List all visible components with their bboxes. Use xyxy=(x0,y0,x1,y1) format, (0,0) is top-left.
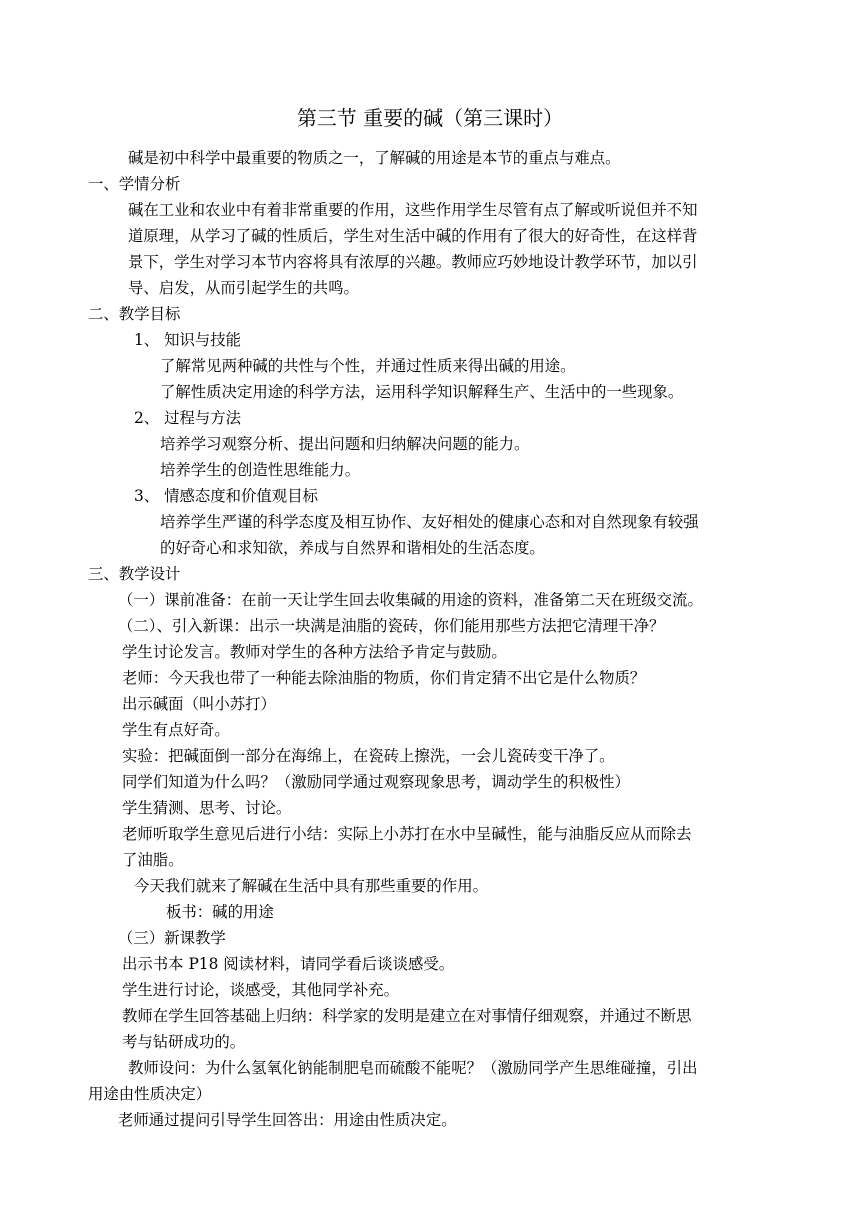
design-line: 老师：今天我也带了一种能去除油脂的物质，你们肯定猜不出它是什么物质？ xyxy=(122,669,646,687)
design-line: 考与钻研成功的。 xyxy=(122,1033,246,1051)
design-line: 了油脂。 xyxy=(122,851,184,869)
goal-line: 培养学生严谨的科学态度及相互协作、友好相处的健康心态和对自然现象有较强 xyxy=(160,513,699,531)
design-line: 出示碱面（叫小苏打） xyxy=(122,695,276,713)
design-line: 教师在学生回答基础上归纳：科学家的发明是建立在对事情仔细观察，并通过不断思 xyxy=(122,1007,692,1025)
design-line: 用途由性质决定） xyxy=(88,1085,212,1103)
design-line: （二）、引入新课：出示一块满是油脂的瓷砖，你们能用那些方法把它清理干净？ xyxy=(118,617,665,635)
section-heading-goals: 二、教学目标 xyxy=(88,305,181,323)
page-title: 第三节 重要的碱（第三课时） xyxy=(296,106,564,130)
goal-line: 了解常见两种碱的共性与个性，并通过性质来得出碱的用途。 xyxy=(160,357,576,375)
design-line: 今天我们就来了解碱在生活中具有那些重要的作用。 xyxy=(134,877,488,895)
goal-label-process: 2、 过程与方法 xyxy=(134,409,242,427)
design-line: 教师设问：为什么氢氧化钠能制肥皂而硫酸不能呢？（激励同学产生思维碰撞，引出 xyxy=(128,1059,698,1077)
section-heading-analysis: 一、学情分析 xyxy=(88,175,181,193)
design-line: 学生进行讨论，谈感受，其他同学补充。 xyxy=(122,981,400,999)
analysis-line: 碱在工业和农业中有着非常重要的作用，这些作用学生尽管有点了解或听说但并不知 xyxy=(128,201,698,219)
goal-line: 的好奇心和求知欲，养成与自然界和谐相处的生活态度。 xyxy=(160,539,545,557)
design-line: 学生讨论发言。教师对学生的各种方法给予肯定与鼓励。 xyxy=(122,643,507,661)
goal-line: 培养学习观察分析、提出问题和归纳解决问题的能力。 xyxy=(160,435,530,453)
design-line: 老师通过提问引导学生回答出：用途由性质决定。 xyxy=(118,1111,457,1129)
goal-line: 培养学生的创造性思维能力。 xyxy=(160,461,361,479)
goal-label-knowledge: 1、 知识与技能 xyxy=(134,331,242,349)
analysis-line: 景下，学生对学习本节内容将具有浓厚的兴趣。教师应巧妙地设计教学环节，加以引 xyxy=(128,253,698,271)
analysis-line: 道原理，从学习了碱的性质后，学生对生活中碱的作用有了很大的好奇性，在这样背 xyxy=(128,227,698,245)
design-line: 同学们知道为什么吗？（激励同学通过观察现象思考，调动学生的积极性） xyxy=(122,773,630,791)
section-heading-design: 三、教学设计 xyxy=(88,565,181,583)
design-line: （一）课前准备：在前一天让学生回去收集碱的用途的资料，准备第二天在班级交流。 xyxy=(118,591,703,609)
intro-paragraph: 碱是初中科学中最重要的物质之一，了解碱的用途是本节的重点与难点。 xyxy=(128,149,621,167)
design-line: 出示书本 P18 阅读材料，请同学看后谈谈感受。 xyxy=(122,955,455,973)
goal-label-attitude: 3、 情感态度和价值观目标 xyxy=(134,487,318,505)
design-line: 学生有点好奇。 xyxy=(122,721,230,739)
design-line: 板书：碱的用途 xyxy=(166,903,274,921)
analysis-line: 导、启发，从而引起学生的共鸣。 xyxy=(128,279,359,297)
design-line: 老师听取学生意见后进行小结：实际上小苏打在水中呈碱性，能与油脂反应从而除去 xyxy=(122,825,692,843)
goal-line: 了解性质决定用途的科学方法，运用科学知识解释生产、生活中的一些现象。 xyxy=(160,383,684,401)
design-line: （三）新课教学 xyxy=(118,929,226,947)
design-line: 实验：把碱面倒一部分在海绵上，在瓷砖上擦洗，一会儿瓷砖变干净了。 xyxy=(122,747,615,765)
design-line: 学生猜测、思考、讨论。 xyxy=(122,799,292,817)
